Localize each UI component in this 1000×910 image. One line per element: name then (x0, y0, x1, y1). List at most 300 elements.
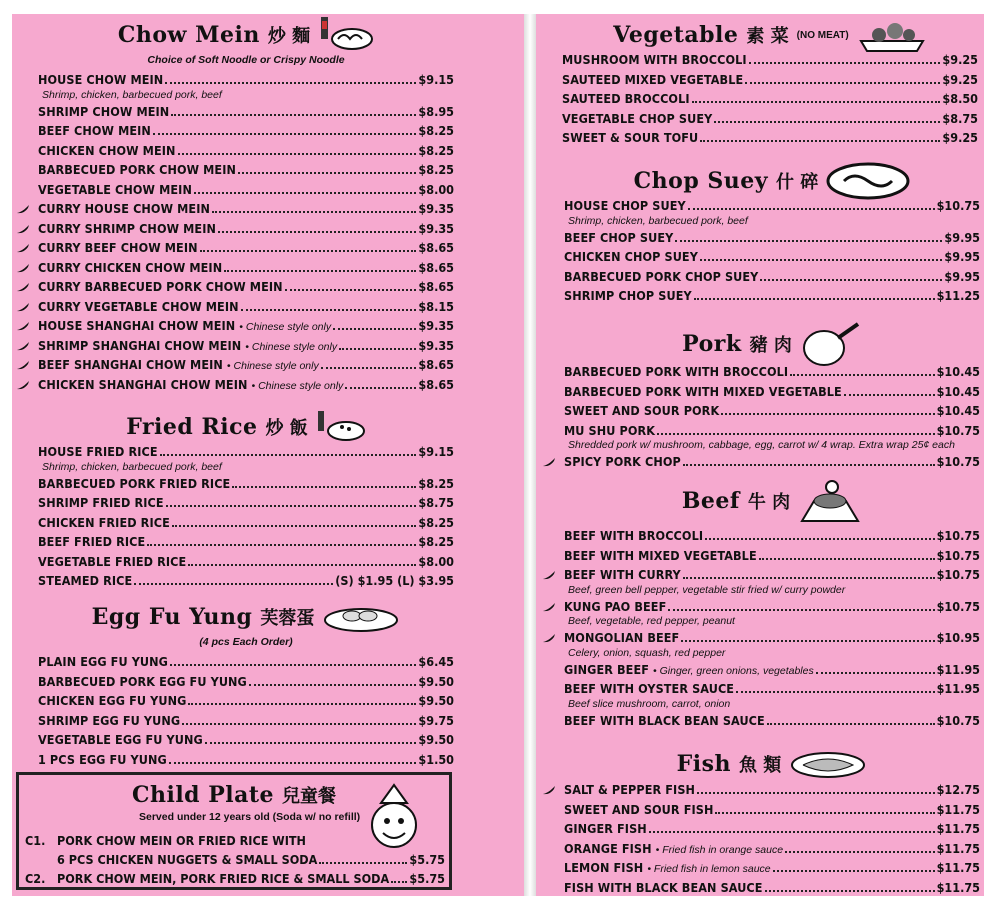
item-name: SHRIMP EGG FU YUNG (38, 712, 181, 728)
item-name: 6 PCS CHICKEN NUGGETS & SMALL SODA (57, 852, 318, 867)
item-price: $9.50 (418, 693, 454, 708)
menu-item (564, 860, 980, 880)
item-price: $9.25 (942, 71, 978, 87)
item-price: $8.65 (418, 279, 454, 294)
item-price: $6.45 (418, 654, 454, 669)
chili-pepper-icon (16, 321, 30, 331)
menu-item (38, 732, 454, 752)
item-price: $8.25 (418, 142, 454, 158)
item-price: $10.45 (936, 403, 980, 418)
item-name: BEEF SHANGHAI CHOW MEIN (38, 357, 223, 372)
item-price: (S) $1.95 (L) $3.95 (335, 573, 454, 588)
dot-leader (688, 208, 935, 210)
item-name: 1 PCS EGG FU YUNG (38, 751, 167, 767)
item-name: PORK CHOW MEIN OR FRIED RICE WITH (57, 833, 306, 848)
page-fold (524, 14, 536, 896)
item-price: $1.50 (418, 751, 454, 767)
item-name: ORANGE FISH (564, 840, 652, 856)
item-name: SHRIMP SHANGHAI CHOW MEIN (38, 337, 242, 353)
dot-leader (285, 289, 417, 291)
section-title-chinese: 魚 類 (739, 755, 782, 776)
dot-leader (194, 192, 416, 194)
chili-pepper-icon (16, 360, 30, 370)
dot-leader (759, 558, 935, 560)
section-title-chinese: 炒 飯 (265, 418, 308, 439)
menu-item (38, 104, 454, 124)
dot-leader (147, 544, 416, 546)
menu-item (564, 384, 980, 404)
menu-item (38, 495, 454, 515)
item-name: CURRY SHRIMP CHOW MEIN (38, 220, 216, 236)
dot-leader (657, 433, 935, 435)
item-name: PORK CHOW MEIN, PORK FRIED RICE & SMALL SODA (57, 871, 390, 886)
menu-item (564, 454, 980, 474)
chili-pepper-icon (542, 633, 556, 643)
item-price: $11.75 (936, 860, 980, 875)
child-plate-item (25, 871, 445, 890)
item-name: CHICKEN EGG FU YUNG (38, 693, 187, 708)
item-name: SAUTEED BROCCOLI (562, 91, 690, 106)
menu-item (38, 377, 454, 397)
dot-leader (668, 609, 934, 611)
section-title: Chop Suey (633, 168, 769, 194)
item-name: CHICKEN FRIED RICE (38, 514, 170, 530)
item-price: $8.25 (418, 475, 454, 491)
menu-item (564, 662, 980, 682)
item-price: $10.75 (936, 528, 980, 543)
section-fried-rice (38, 410, 454, 593)
dot-leader (715, 812, 934, 814)
dot-leader (345, 387, 416, 389)
menu-item (564, 713, 980, 733)
item-price: $9.15 (418, 444, 454, 459)
item-name: PLAIN EGG FU YUNG (38, 654, 169, 669)
menu-item (564, 269, 980, 289)
item-price: $10.75 (936, 198, 980, 213)
item-note: • Chinese style only (245, 340, 338, 353)
item-price: $11.25 (936, 288, 980, 303)
item-name: GINGER BEEF (564, 661, 650, 677)
menu-item (564, 230, 980, 250)
menu-item (564, 599, 980, 619)
item-price: $10.75 (936, 712, 980, 728)
dot-leader (178, 153, 417, 155)
item-name: BEEF WITH CURRY (564, 567, 681, 582)
item-price: $9.95 (944, 229, 980, 245)
chop-suey-illustration (826, 161, 910, 201)
menu-item (564, 364, 980, 384)
menu-item (562, 91, 978, 111)
item-name: SHRIMP CHOW MEIN (38, 103, 170, 119)
dot-leader (767, 723, 935, 725)
item-name: BARBECUED PORK WITH MIXED VEGETABLE (564, 383, 842, 399)
dot-leader (212, 211, 416, 213)
dot-leader (745, 82, 940, 84)
item-name: CURRY VEGETABLE CHOW MEIN (38, 298, 239, 314)
menu-item (38, 752, 454, 772)
item-price: $9.95 (944, 249, 980, 264)
item-price: $8.50 (942, 91, 978, 106)
chili-pepper-icon (16, 282, 30, 292)
item-name: CURRY BARBECUED PORK CHOW MEIN (38, 279, 283, 294)
item-price: $9.95 (944, 268, 980, 284)
child-plate-item-continued (25, 852, 445, 871)
item-name: CHICKEN SHANGHAI CHOW MEIN (38, 376, 248, 392)
item-description: Beef, vegetable, red pepper, peanut (568, 615, 735, 627)
section-title: Egg Fu Yung (91, 604, 253, 630)
section-title-note: (NO MEAT) (796, 29, 849, 41)
item-name: BEEF WITH BROCCOLI (564, 528, 704, 543)
menu-item (564, 802, 980, 822)
menu-item (38, 201, 454, 221)
dot-leader (697, 792, 935, 794)
chili-pepper-icon (16, 243, 30, 253)
item-name: CURRY BEEF CHOW MEIN (38, 240, 198, 255)
dot-leader (692, 101, 941, 103)
item-name: MONGOLIAN BEEF (564, 630, 680, 645)
menu-item (564, 841, 980, 861)
dot-leader (172, 525, 417, 527)
chili-pepper-icon (16, 224, 30, 234)
menu-item (562, 52, 978, 72)
noodle-dish-illustration (318, 15, 374, 55)
menu-item (38, 240, 454, 260)
menu-item (564, 288, 980, 308)
menu-item (38, 573, 454, 593)
menu-item (38, 476, 454, 496)
dot-leader (785, 851, 935, 853)
item-description: Beef, green bell pepper, vegetable stir fried w/ curry powder (568, 583, 846, 596)
section-title: Beef (681, 488, 740, 514)
dot-leader (171, 114, 416, 116)
item-price: $9.35 (418, 220, 454, 236)
menu-item (38, 221, 454, 241)
dot-leader (649, 831, 935, 833)
item-price: $9.35 (418, 337, 454, 353)
item-name: GINGER FISH (564, 821, 647, 836)
dot-leader (205, 742, 417, 744)
item-description: Celery, onion, squash, red pepper (568, 646, 726, 659)
item-price: $11.95 (936, 681, 980, 696)
item-name: BEEF WITH OYSTER SAUCE (564, 681, 735, 696)
item-name: BARBECUED PORK FRIED RICE (38, 475, 231, 491)
dot-leader (681, 640, 934, 642)
item-name: CHICKEN CHOP SUEY (564, 249, 698, 264)
dot-leader (721, 413, 934, 415)
dot-leader (232, 486, 416, 488)
menu-item (38, 123, 454, 143)
item-name: BARBECUED PORK EGG FU YUNG (38, 673, 247, 689)
section-chop-suey (564, 164, 980, 308)
item-name: FISH WITH BLACK BEAN SAUCE (564, 879, 763, 895)
chili-pepper-icon (542, 457, 556, 467)
section-title-chinese: 牛 肉 (747, 492, 791, 513)
menu-item (38, 260, 454, 280)
dot-leader (134, 583, 333, 585)
dot-leader (188, 703, 416, 705)
beef-dish-illustration (798, 479, 862, 523)
item-price: $11.75 (936, 840, 980, 856)
item-name: SPICY PORK CHOP (564, 454, 681, 469)
item-name: HOUSE CHOP SUEY (564, 198, 686, 213)
dot-leader (182, 723, 416, 725)
section-title: Vegetable (613, 22, 739, 48)
item-price: $11.75 (936, 801, 980, 817)
item-name: VEGETABLE FRIED RICE (38, 553, 187, 569)
dot-leader (333, 328, 416, 330)
item-price: $8.65 (418, 259, 454, 275)
dot-leader (224, 270, 416, 272)
dot-leader (714, 121, 940, 123)
item-description: Beef slice mushroom, carrot, onion (568, 697, 731, 710)
item-name: HOUSE FRIED RICE (38, 444, 158, 459)
section-pork (564, 324, 980, 474)
item-name: BEEF WITH BLACK BEAN SAUCE (564, 712, 765, 728)
menu-item (564, 198, 980, 218)
menu-item (38, 713, 454, 733)
section-title: Chow Mein (117, 22, 260, 48)
item-name: VEGETABLE CHOP SUEY (562, 110, 713, 126)
item-name: SHRIMP FRIED RICE (38, 495, 164, 510)
menu-item (38, 299, 454, 319)
item-name: BARBECUED PORK CHOP SUEY (564, 268, 759, 284)
item-price: $8.75 (418, 495, 454, 510)
section-title: Fried Rice (126, 414, 258, 440)
item-price: $9.25 (942, 52, 978, 67)
section-title: Pork (682, 331, 742, 357)
item-name: BEEF WITH MIXED VEGETABLE (564, 547, 757, 563)
item-name: KUNG PAO BEEF (564, 598, 667, 614)
dot-leader (160, 454, 417, 456)
section-subtitle: Served under 12 years old (Soda w/ no refill) (139, 811, 361, 823)
item-name: MUSHROOM WITH BROCCOLI (562, 52, 747, 67)
child-plate-item (25, 833, 445, 852)
item-price: $10.75 (936, 547, 980, 563)
item-price: $8.95 (418, 103, 454, 119)
item-name: CURRY HOUSE CHOW MEIN (38, 201, 210, 216)
menu-item (38, 72, 454, 92)
item-note: • Chinese style only (226, 360, 319, 372)
item-price: $5.75 (409, 871, 445, 886)
item-name: MU SHU PORK (564, 422, 656, 438)
menu-item (564, 423, 980, 443)
item-name: SAUTEED MIXED VEGETABLE (562, 71, 744, 87)
fried-rice-illustration (316, 409, 366, 445)
dot-leader (760, 279, 942, 281)
dot-leader (321, 367, 417, 369)
item-name: SWEET AND SOUR PORK (564, 403, 720, 418)
item-price: $11.95 (936, 661, 980, 677)
item-name: SWEET & SOUR TOFU (562, 130, 699, 145)
item-description: Shrimp, chicken, barbecued pork, beef (568, 214, 748, 227)
egg-fu-yung-illustration (322, 600, 400, 634)
section-chow-mein (38, 18, 454, 396)
dot-leader (844, 394, 935, 396)
item-name: BEEF CHOW MEIN (38, 123, 151, 138)
dot-leader (816, 672, 935, 674)
item-description: Shredded pork w/ mushroom, cabbage, egg, carrot w/ 4 wrap. Extra wrap 25¢ each (568, 439, 955, 451)
chili-pepper-icon (16, 263, 30, 273)
item-price: $9.15 (418, 72, 454, 87)
item-price: $8.75 (942, 110, 978, 126)
menu-item (38, 318, 454, 338)
dot-leader (165, 82, 416, 84)
menu-item (564, 880, 980, 900)
item-price: $8.25 (418, 534, 454, 549)
menu-item (564, 567, 980, 587)
item-name: HOUSE CHOW MEIN (38, 72, 164, 87)
chili-pepper-icon (542, 570, 556, 580)
dot-leader (218, 231, 416, 233)
item-price: $8.00 (418, 181, 454, 197)
menu-item (38, 182, 454, 202)
item-price: $11.75 (936, 821, 980, 836)
menu-item (564, 249, 980, 269)
dot-leader (170, 664, 416, 666)
section-beef (564, 480, 980, 732)
item-price: $10.45 (936, 383, 980, 399)
item-price: $9.50 (418, 732, 454, 747)
item-price: $10.95 (936, 630, 980, 645)
item-name: STEAMED RICE (38, 573, 133, 588)
item-price: $9.35 (418, 318, 454, 333)
item-name: LEMON FISH (564, 860, 644, 875)
menu-item (38, 654, 454, 674)
item-name: VEGETABLE EGG FU YUNG (38, 732, 203, 747)
dot-leader (700, 140, 940, 142)
item-price: $5.75 (409, 852, 445, 867)
menu-item (564, 782, 980, 802)
item-note: • Fried fish in orange sauce (655, 843, 784, 856)
dot-leader (705, 538, 934, 540)
section-title-chinese: 炒 麵 (267, 26, 311, 47)
section-subtitle: (4 pcs Each Order) (199, 636, 293, 648)
item-name: BARBECUED PORK CHOW MEIN (38, 162, 237, 177)
dot-leader (736, 691, 935, 693)
item-price: $8.15 (418, 298, 454, 314)
dot-leader (683, 464, 935, 466)
section-title: Fish (676, 751, 732, 777)
item-note: • Fried fish in lemon sauce (647, 863, 771, 875)
item-price: $8.00 (418, 553, 454, 569)
section-title-chinese: 芙蓉蛋 (260, 608, 315, 629)
section-subtitle: Choice of Soft Noodle or Crispy Noodle (147, 54, 345, 66)
dot-leader (238, 172, 416, 174)
item-price: $9.35 (418, 201, 454, 216)
dot-leader (765, 890, 935, 892)
menu-item (564, 528, 980, 548)
item-price: $8.65 (418, 240, 454, 255)
section-fish (564, 746, 980, 899)
item-name: SWEET AND SOUR FISH (564, 801, 714, 817)
menu-item (38, 515, 454, 535)
menu-item (38, 534, 454, 554)
section-egg-fu-yung (38, 600, 454, 771)
item-description: Shrimp, chicken, barbecued pork, beef (42, 88, 222, 101)
dot-leader (675, 240, 942, 242)
chili-pepper-icon (542, 785, 556, 795)
section-vegetable (562, 18, 978, 150)
item-name: BEEF CHOP SUEY (564, 229, 674, 245)
item-name: CHICKEN CHOW MEIN (38, 142, 176, 158)
dot-leader (749, 62, 941, 64)
item-price: $10.75 (936, 598, 980, 614)
item-price: $10.75 (936, 567, 980, 582)
menu-item (38, 674, 454, 694)
menu-item (564, 548, 980, 568)
menu-item (564, 821, 980, 841)
dot-leader (169, 762, 417, 764)
dot-leader (790, 374, 934, 376)
item-price: $10.45 (936, 364, 980, 379)
ham-illustration (800, 320, 862, 368)
dot-leader (700, 259, 942, 261)
item-name: SHRIMP CHOP SUEY (564, 288, 692, 303)
dot-leader (249, 684, 417, 686)
menu-item (38, 444, 454, 464)
dot-leader (339, 348, 416, 350)
item-price: $12.75 (936, 782, 980, 797)
item-price: $8.25 (418, 514, 454, 530)
section-title: Child Plate (131, 782, 275, 808)
menu-item (564, 630, 980, 650)
dot-leader (694, 298, 935, 300)
item-note: • Ginger, green onions, vegetables (653, 664, 814, 677)
menu-item (38, 693, 454, 713)
item-price: $10.75 (936, 422, 980, 438)
section-title-chinese: 豬 肉 (749, 335, 792, 356)
menu-item (562, 130, 978, 150)
chili-pepper-icon (542, 602, 556, 612)
item-price: $10.75 (936, 454, 980, 469)
menu-item (564, 403, 980, 423)
dot-leader (241, 309, 417, 311)
menu-item (562, 72, 978, 92)
menu-item (38, 143, 454, 163)
section-title-chinese: 素 菜 (746, 26, 789, 47)
item-name: CURRY CHICKEN CHOW MEIN (38, 259, 223, 275)
section-title-chinese: 兒童餐 (282, 786, 337, 807)
dot-leader (200, 250, 417, 252)
item-price: $8.25 (418, 123, 454, 138)
item-price: $11.75 (936, 879, 980, 895)
dot-leader (683, 577, 935, 579)
dot-leader (773, 870, 935, 872)
menu-item (38, 338, 454, 358)
item-price: $8.25 (418, 162, 454, 177)
item-name: SALT & PEPPER FISH (564, 782, 696, 797)
section-title-chinese: 什 碎 (776, 172, 819, 193)
dot-leader (188, 564, 416, 566)
menu-item (38, 162, 454, 182)
item-note: • Chinese style only (251, 379, 344, 392)
item-price: $8.65 (418, 357, 454, 372)
dot-leader (153, 133, 416, 135)
menu-item (38, 279, 454, 299)
item-price: $9.75 (418, 712, 454, 728)
chili-pepper-icon (16, 341, 30, 351)
menu-item (562, 111, 978, 131)
dot-leader (166, 505, 417, 507)
menu-item (564, 681, 980, 701)
vegetable-dish-illustration (857, 17, 927, 53)
item-name: VEGETABLE CHOW MEIN (38, 181, 192, 197)
section-child-plate (16, 772, 452, 890)
chili-pepper-icon (16, 204, 30, 214)
item-code: C1. (25, 833, 46, 848)
item-name: BEEF FRIED RICE (38, 534, 146, 549)
chili-pepper-icon (16, 302, 30, 312)
